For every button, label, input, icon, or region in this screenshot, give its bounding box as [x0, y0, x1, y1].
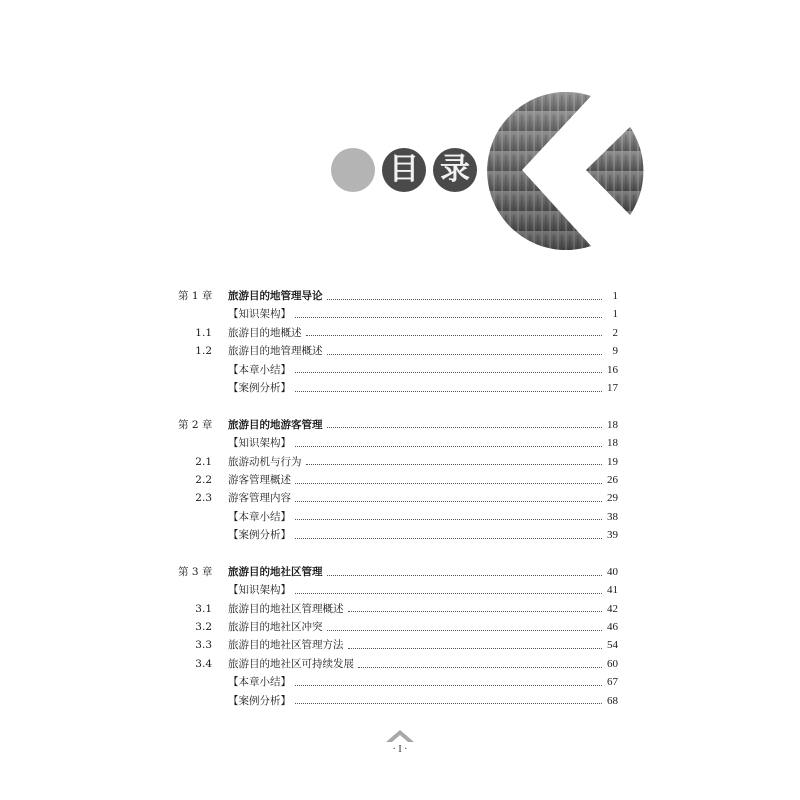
- page-number: 1: [612, 308, 618, 321]
- entry-title: 【案例分析】: [228, 381, 291, 394]
- dot-leader: [327, 575, 603, 576]
- decorative-dot: [331, 148, 375, 192]
- toc-entry[interactable]: [178, 434, 618, 452]
- toc-entry[interactable]: [178, 673, 618, 691]
- page-number: 2: [612, 326, 618, 339]
- section-number: 2.1: [195, 455, 212, 468]
- dot-leader: [295, 483, 602, 484]
- dot-leader: [295, 317, 602, 318]
- section-number: 2.3: [195, 492, 212, 505]
- toc-chapter-2[interactable]: [178, 416, 618, 434]
- dot-leader: [327, 630, 603, 631]
- page-number: 60: [607, 657, 618, 670]
- dot-leader: [327, 354, 603, 355]
- page-number: 38: [607, 510, 618, 523]
- page-number: 29: [607, 492, 618, 505]
- toc-entry[interactable]: [178, 453, 618, 471]
- section-number: 3.3: [195, 639, 212, 652]
- dot-leader: [295, 519, 602, 520]
- toc-entry[interactable]: [178, 655, 618, 673]
- page-number: 19: [607, 455, 618, 468]
- toc-entry[interactable]: [178, 618, 618, 636]
- dot-leader: [327, 299, 603, 300]
- dot-leader: [295, 501, 602, 502]
- page-number: 18: [607, 437, 618, 450]
- page-number: 42: [607, 602, 618, 615]
- toc-entry[interactable]: [178, 508, 618, 526]
- section-number: 3.2: [195, 621, 212, 634]
- page-number: 46: [607, 621, 618, 634]
- chevron-up-icon: [386, 728, 414, 742]
- toc-entry[interactable]: [178, 526, 618, 544]
- toc-entry[interactable]: [178, 342, 618, 360]
- chapter-title: 旅游目的地社区管理: [228, 565, 323, 578]
- chapter-label: 第 2 章: [178, 418, 213, 431]
- page-number: 39: [607, 529, 618, 542]
- toc-chapter-3[interactable]: [178, 563, 618, 581]
- page-number: 41: [607, 584, 618, 597]
- page-number: 18: [607, 418, 618, 431]
- toc-entry[interactable]: [178, 600, 618, 618]
- table-of-contents: [178, 287, 618, 710]
- spacer: [178, 544, 618, 562]
- entry-title: 【案例分析】: [228, 529, 291, 542]
- section-number: 1.2: [195, 345, 212, 358]
- toc-entry[interactable]: [178, 489, 618, 507]
- page-number: 17: [607, 381, 618, 394]
- entry-title: 旅游目的地社区管理方法: [228, 639, 344, 652]
- chapter-title: 旅游目的地游客管理: [228, 418, 323, 431]
- entry-title: 【本章小结】: [228, 510, 291, 523]
- dot-leader: [348, 648, 603, 649]
- spacer: [178, 397, 618, 415]
- page-number: 26: [607, 473, 618, 486]
- entry-title: 旅游目的地概述: [228, 326, 302, 339]
- entry-title: 【知识架构】: [228, 308, 291, 321]
- dot-leader: [295, 538, 602, 539]
- title-char-mu: 目: [382, 148, 426, 192]
- page-number-footer: · I ·: [392, 744, 408, 755]
- page-number: 9: [612, 345, 618, 358]
- toc-entry[interactable]: [178, 692, 618, 710]
- page-number: 67: [607, 676, 618, 689]
- entry-title: 【案例分析】: [228, 694, 291, 707]
- toc-entry[interactable]: [178, 324, 618, 342]
- section-number: 1.1: [195, 326, 212, 339]
- dot-leader: [306, 335, 603, 336]
- page-number: 68: [607, 694, 618, 707]
- dot-leader: [295, 372, 602, 373]
- section-number: 3.1: [195, 602, 212, 615]
- dot-leader: [306, 464, 603, 465]
- toc-entry[interactable]: [178, 471, 618, 489]
- entry-title: 【知识架构】: [228, 584, 291, 597]
- dot-leader: [295, 593, 602, 594]
- entry-title: 旅游目的地社区冲突: [228, 621, 323, 634]
- page-number: 54: [607, 639, 618, 652]
- entry-title: 旅游目的地社区可持续发展: [228, 657, 354, 670]
- dot-leader: [295, 703, 602, 704]
- dot-leader: [295, 685, 602, 686]
- toc-header: [0, 0, 800, 270]
- title-char-lu: 录: [433, 148, 477, 192]
- toc-chapter-1[interactable]: [178, 287, 618, 305]
- dot-leader: [295, 391, 602, 392]
- chapter-title: 旅游目的地管理导论: [228, 290, 323, 302]
- toc-entry[interactable]: [178, 379, 618, 397]
- section-number: 3.4: [195, 657, 212, 670]
- entry-title: 【本章小结】: [228, 363, 291, 376]
- page-number: 16: [607, 363, 618, 376]
- entry-title: 【本章小结】: [228, 676, 291, 689]
- dot-leader: [348, 611, 603, 612]
- page-number: 40: [607, 565, 618, 578]
- mountain-landscape-image: [484, 91, 644, 251]
- toc-entry[interactable]: [178, 361, 618, 379]
- entry-title: 旅游动机与行为: [228, 455, 302, 468]
- entry-title: 旅游目的地社区管理概述: [228, 602, 344, 615]
- dot-leader: [295, 446, 602, 447]
- entry-title: 【知识架构】: [228, 437, 291, 450]
- chapter-label: 第 3 章: [178, 565, 213, 578]
- entry-title: 旅游目的地管理概述: [228, 345, 323, 358]
- toc-entry[interactable]: [178, 581, 618, 599]
- dot-leader: [327, 427, 603, 428]
- toc-entry[interactable]: [178, 636, 618, 654]
- entry-title: 游客管理概述: [228, 473, 291, 486]
- toc-entry[interactable]: [178, 305, 618, 323]
- section-number: 2.2: [195, 473, 212, 486]
- dot-leader: [358, 667, 602, 668]
- page-footer: [380, 728, 420, 768]
- entry-title: 游客管理内容: [228, 492, 291, 505]
- page-number: 1: [612, 290, 618, 302]
- chapter-label: 第 1 章: [178, 290, 213, 302]
